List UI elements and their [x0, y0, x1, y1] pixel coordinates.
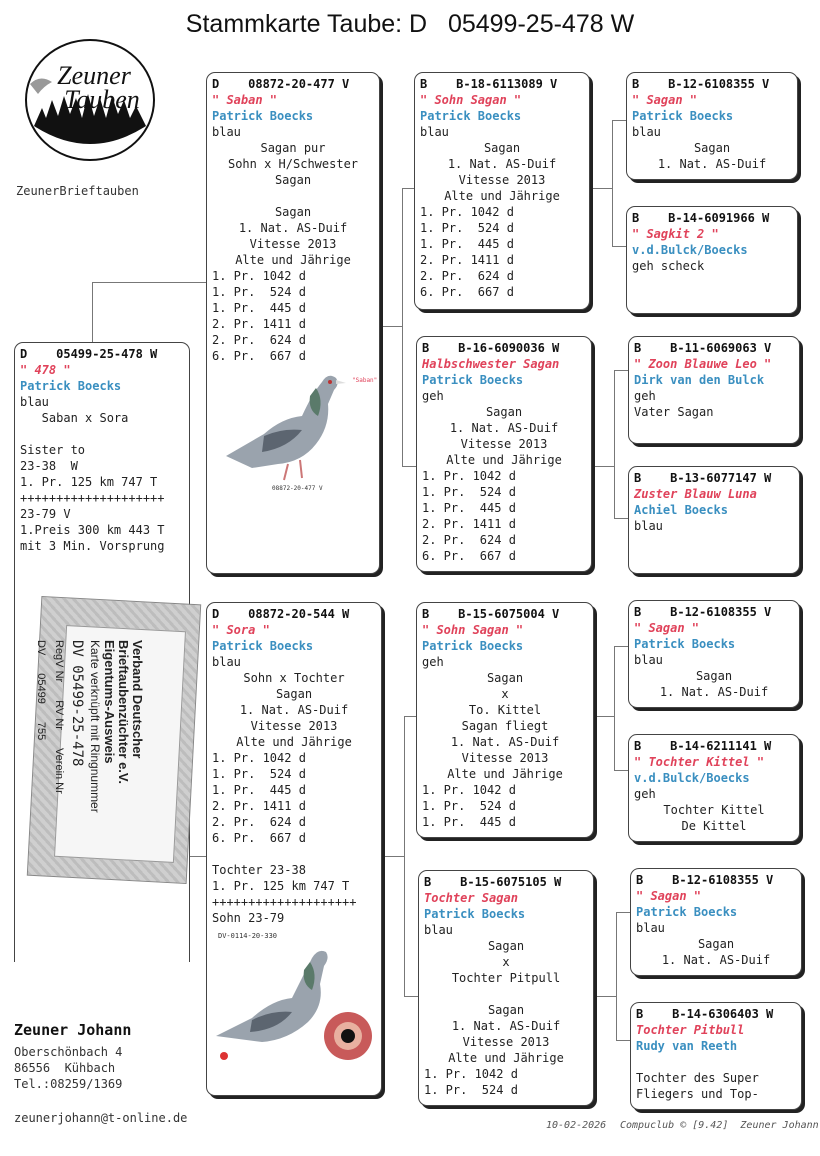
result-line: 6. Pr. 667 d [422, 549, 516, 563]
footer-software: Compuclub © [9.42] Zeuner Johann [620, 1120, 819, 1131]
pedigree-line: Sagan [697, 937, 735, 951]
connector [614, 518, 628, 519]
connector [612, 120, 626, 121]
pigeon-color: blau [634, 653, 663, 667]
pedigree-line [212, 188, 374, 204]
stamp-label-reg: RegV Nr [53, 640, 65, 683]
pedigree-line: Alte und Jährige [235, 253, 351, 267]
pigeon-color: blau [424, 923, 453, 937]
ring-number: B B-16-6090036 W [422, 341, 560, 355]
info-line: ++++++++++++++++++++ [20, 491, 165, 505]
pedigree-line: Alte und Jährige [446, 453, 562, 467]
mf-card[interactable] [416, 602, 594, 838]
pedigree-line: x [501, 687, 509, 701]
pigeon-name: " Sagan " [632, 93, 698, 107]
ring-number: B B-15-6075105 W [424, 875, 562, 889]
g4-card[interactable] [628, 466, 800, 574]
pigeon-color: geh [422, 655, 444, 669]
pedigree-line [424, 986, 588, 1002]
stamp-label-verein: Verein Nr [53, 747, 65, 794]
result-line: 2. Pr. 1411 d [212, 799, 306, 813]
result-line: 1. Pr. 524 d [424, 1083, 518, 1097]
result-line: 1. Pr. 524 d [420, 221, 514, 235]
stamp-note: Karte verknüpft mit Ringnummer [88, 640, 102, 813]
info-line: mit 3 Min. Vorsprung [20, 539, 165, 553]
info-line: Sister to [20, 443, 86, 457]
pedigree-line: Sagan [485, 405, 523, 419]
pedigree-line: 1. Nat. AS-Duif [451, 1019, 561, 1033]
g8-card[interactable] [630, 1002, 802, 1110]
info-line: 23-38 W [20, 459, 78, 473]
connector [614, 646, 615, 770]
connector [382, 856, 404, 857]
pedigree-line: Vitesse 2013 [460, 437, 548, 451]
pedigree-line: Sagan [486, 671, 524, 685]
ring-number: D 05499-25-478 W [20, 347, 158, 361]
pedigree-line: 1. Nat. AS-Duif [450, 735, 560, 749]
pedigree-line: 1. Nat. AS-Duif [657, 157, 767, 171]
pedigree-line: Sagan [695, 669, 733, 683]
result-line: 1. Pr. 1042 d [424, 1067, 518, 1081]
owner-city: 86556 Kühbach [14, 1061, 116, 1075]
pedigree-line: Sagan pur [260, 141, 326, 155]
ring-number: B B-14-6211141 W [634, 739, 772, 753]
pedigree-line: 1. Nat. AS-Duif [659, 685, 769, 699]
connector [404, 716, 405, 996]
stamp-org2: Brieftaubenzüchter e.V. [116, 640, 131, 785]
g5-card[interactable] [628, 600, 800, 708]
owner-street: Oberschönbach 4 [14, 1045, 123, 1059]
extra-line: 1. Pr. 125 km 747 T [212, 879, 350, 893]
mother-card[interactable] [206, 602, 382, 1096]
pigeon-name: " Tochter Kittel " [634, 755, 765, 769]
stamp-verein: 755 [35, 721, 47, 741]
pigeon-color: blau [212, 655, 241, 669]
stamp-reg: DV [35, 640, 47, 656]
result-line: 1. Pr. 1042 d [422, 783, 516, 797]
breeder: Patrick Boecks [634, 637, 736, 651]
page-title: Stammkarte Taube: D 05499-25-478 W [185, 10, 635, 38]
breeder: Patrick Boecks [212, 109, 314, 123]
pigeon-name: " 478 " [20, 363, 71, 377]
extra-line: Tochter 23-38 [212, 863, 306, 877]
result-line: 1. Pr. 524 d [212, 767, 306, 781]
logo-line2: Tauben [64, 85, 140, 114]
pedigree-line: Sagan [487, 1003, 525, 1017]
stamp-rv: 05499 [35, 673, 47, 704]
pigeon-color: blau [636, 921, 665, 935]
extra-line: Sohn 23-79 [212, 911, 285, 925]
pigeon-name: " Sagkit 2 " [632, 227, 719, 241]
pedigree-line: 1. Nat. AS-Duif [449, 421, 559, 435]
pedigree-note: Tochter des Super [636, 1071, 759, 1085]
result-line: 6. Pr. 667 d [212, 349, 306, 363]
pedigree-line: Sagan [274, 173, 312, 187]
pedigree-line: Alte und Jährige [447, 767, 563, 781]
pigeon-photo [212, 364, 378, 494]
connector [380, 326, 402, 327]
connector [612, 120, 613, 246]
pedigree-line: Tochter Pitpull [451, 971, 561, 985]
pigeon-color: blau [632, 125, 661, 139]
brand-name: ZeunerBrieftauben [16, 184, 139, 198]
g3-card[interactable] [628, 336, 800, 444]
connector [594, 716, 614, 717]
pigeon-name: " Sohn Sagan " [420, 93, 522, 107]
pedigree-line: Vitesse 2013 [461, 751, 549, 765]
stamp-doc: Eigentums-Ausweis [102, 640, 117, 764]
pedigree-line: 1. Nat. AS-Duif [661, 953, 771, 967]
pedigree-line: Alte und Jährige [236, 735, 352, 749]
owner-phone: Tel.:08259/1369 [14, 1077, 123, 1091]
info-line: blau [20, 395, 49, 409]
pigeon-name: " Sora " [212, 623, 270, 637]
pedigree-line: Tochter Kittel [663, 803, 765, 817]
pigeon-color [636, 1054, 796, 1070]
result-line: 2. Pr. 1411 d [420, 253, 514, 267]
pedigree-line: 1. Nat. AS-Duif [239, 703, 349, 717]
connector [404, 996, 418, 997]
result-line: 6. Pr. 667 d [212, 831, 306, 845]
father-card[interactable] [206, 72, 380, 574]
pigeon-name: " Zoon Blauwe Leo " [634, 357, 772, 371]
mm-card[interactable] [418, 870, 594, 1106]
g2-card[interactable] [626, 206, 798, 314]
zeuner-tauben-logo [24, 38, 156, 162]
result-line: 1. Pr. 445 d [420, 237, 514, 251]
g7-card[interactable] [630, 868, 802, 976]
connector [614, 370, 628, 371]
owner-name: Zeuner Johann [14, 1021, 132, 1039]
ff-card[interactable] [414, 72, 590, 310]
pigeon-color: blau [212, 125, 241, 139]
pedigree-line: Vitesse 2013 [462, 1035, 550, 1049]
photo-caption: 08872-20-477 V [272, 485, 323, 492]
info-line: 23-79 V [20, 507, 71, 521]
result-line: 6. Pr. 667 d [420, 285, 514, 299]
info-line: 1. Pr. 125 km 747 T [20, 475, 158, 489]
result-line: 1. Pr. 1042 d [422, 469, 516, 483]
result-line: 2. Pr. 624 d [212, 333, 306, 347]
fm-card[interactable] [416, 336, 592, 572]
connector [612, 246, 626, 247]
ring-number: D 08872-20-544 W [212, 607, 350, 621]
breeder: Rudy van Reeth [636, 1039, 738, 1053]
breeder: Patrick Boecks [636, 905, 738, 919]
info-line [20, 426, 184, 442]
breeder: Dirk van den Bulck [634, 373, 765, 387]
connector [614, 370, 615, 518]
breeder: v.d.Bulck/Boecks [634, 771, 750, 785]
info-line: 1.Preis 300 km 443 T [20, 523, 165, 537]
photo-caption: DV-0114-20-330 [218, 932, 278, 940]
connector [616, 912, 630, 913]
stamp-ring: DV 05499-25-478 [69, 640, 85, 767]
pedigree-line: Sagan [275, 687, 313, 701]
pigeon-name: " Sohn Sagan " [422, 623, 524, 637]
result-line: 1. Pr. 445 d [212, 783, 306, 797]
connector [404, 716, 416, 717]
g1-card[interactable] [626, 72, 798, 180]
info-line: Saban x Sora [20, 411, 129, 425]
photo-label: "Saban" [352, 377, 378, 384]
pigeon-color: blau [420, 125, 449, 139]
ring-number: B B-12-6108355 V [632, 77, 770, 91]
pigeon-name: Halbschwester Sagan [422, 357, 560, 371]
pedigree-line: Sohn x H/Schwester [227, 157, 359, 171]
pigeon-color: geh [634, 787, 656, 801]
pigeon-name: Zuster Blauw Luna [634, 487, 757, 501]
ring-card-text [34, 640, 144, 870]
pedigree-line: Sagan fliegt [461, 719, 549, 733]
stamp-label-rv: RV Nr [53, 700, 65, 730]
connector [402, 466, 416, 467]
breeder: Patrick Boecks [420, 109, 522, 123]
pedigree-line: Alte und Jährige [444, 189, 560, 203]
pigeon-name: Tochter Pitbull [636, 1023, 745, 1037]
result-line: 1. Pr. 1042 d [420, 205, 514, 219]
result-line: 1. Pr. 524 d [422, 485, 516, 499]
ring-number: B B-14-6091966 W [632, 211, 770, 225]
pigeon-name: " Saban " [212, 93, 278, 107]
owner-email[interactable]: zeunerjohann@t-online.de [14, 1111, 188, 1125]
pedigree-line: 1. Nat. AS-Duif [238, 221, 348, 235]
pedigree-line: Alte und Jährige [448, 1051, 564, 1065]
breeder: Patrick Boecks [422, 373, 524, 387]
connector [402, 188, 403, 466]
pedigree-line: Vitesse 2013 [458, 173, 546, 187]
connector [92, 282, 93, 342]
result-line: 1. Pr. 1042 d [212, 751, 306, 765]
breeder: Patrick Boecks [632, 109, 734, 123]
g6-card[interactable] [628, 734, 800, 842]
pigeon-name: " Sagan " [634, 621, 700, 635]
result-line: 1. Pr. 524 d [212, 285, 306, 299]
connector [594, 996, 616, 997]
connector [402, 188, 414, 189]
result-line: 2. Pr. 1411 d [212, 317, 306, 331]
breeder: Patrick Boecks [20, 379, 122, 393]
ring-number: B B-18-6113089 V [420, 77, 558, 91]
pedigree-line: Sagan [274, 205, 312, 219]
connector [614, 646, 628, 647]
result-line: 1. Pr. 445 d [422, 815, 516, 829]
ring-number: B B-15-6075004 V [422, 607, 560, 621]
connector [614, 770, 628, 771]
pedigree-line: Sagan [487, 939, 525, 953]
pedigree-line: Sagan [693, 141, 731, 155]
logo-line1: Zeuner [57, 61, 131, 90]
breeder: v.d.Bulck/Boecks [632, 243, 748, 257]
pigeon-color: geh [634, 389, 656, 403]
connector [92, 282, 208, 283]
pedigree-line: To. Kittel [468, 703, 542, 717]
result-line: 2. Pr. 624 d [212, 815, 306, 829]
pedigree-line: De Kittel [681, 819, 747, 833]
result-line: 2. Pr. 624 d [422, 533, 516, 547]
connector [590, 188, 612, 189]
pigeon-color: blau [634, 519, 663, 533]
pedigree-line: Sagan [483, 141, 521, 155]
pedigree-note: Fliegers und Top- [636, 1087, 759, 1101]
ring-number: B B-14-6306403 W [636, 1007, 774, 1021]
result-line: 2. Pr. 624 d [420, 269, 514, 283]
pedigree-line: Vitesse 2013 [250, 719, 338, 733]
stamp-org1: Verband Deutscher [130, 640, 145, 759]
pigeon-photo [212, 926, 376, 1066]
result-line: 1. Pr. 445 d [422, 501, 516, 515]
connector [616, 1040, 630, 1041]
extra-line [212, 846, 376, 862]
pigeon-name: Tochter Sagan [424, 891, 518, 905]
owner-block [14, 1022, 187, 1126]
breeder: Patrick Boecks [212, 639, 314, 653]
pigeon-color: geh scheck [632, 259, 705, 273]
ring-number: B B-12-6108355 V [634, 605, 772, 619]
footer-date: 10-02-2026 [546, 1120, 607, 1131]
breeder: Achiel Boecks [634, 503, 728, 517]
breeder: Patrick Boecks [424, 907, 526, 921]
pedigree-line: x [502, 955, 510, 969]
connector [616, 912, 617, 1040]
result-line: 2. Pr. 1411 d [422, 517, 516, 531]
result-line: 1. Pr. 524 d [422, 799, 516, 813]
extra-line: ++++++++++++++++++++ [212, 895, 357, 909]
pedigree-line: Vitesse 2013 [249, 237, 337, 251]
ring-number: D 08872-20-477 V [212, 77, 350, 91]
ring-number: B B-11-6069063 V [634, 341, 772, 355]
pedigree-line: 1. Nat. AS-Duif [447, 157, 557, 171]
pedigree-note: Vater Sagan [634, 405, 714, 419]
pedigree-line: Sohn x Tochter [243, 671, 345, 685]
pigeon-color: geh [422, 389, 444, 403]
result-line: 1. Pr. 1042 d [212, 269, 306, 283]
breeder: Patrick Boecks [422, 639, 524, 653]
ring-number: B B-13-6077147 W [634, 471, 772, 485]
result-line: 1. Pr. 445 d [212, 301, 306, 315]
ring-number: B B-12-6108355 V [636, 873, 774, 887]
pigeon-name: " Sagan " [636, 889, 702, 903]
connector [592, 466, 614, 467]
